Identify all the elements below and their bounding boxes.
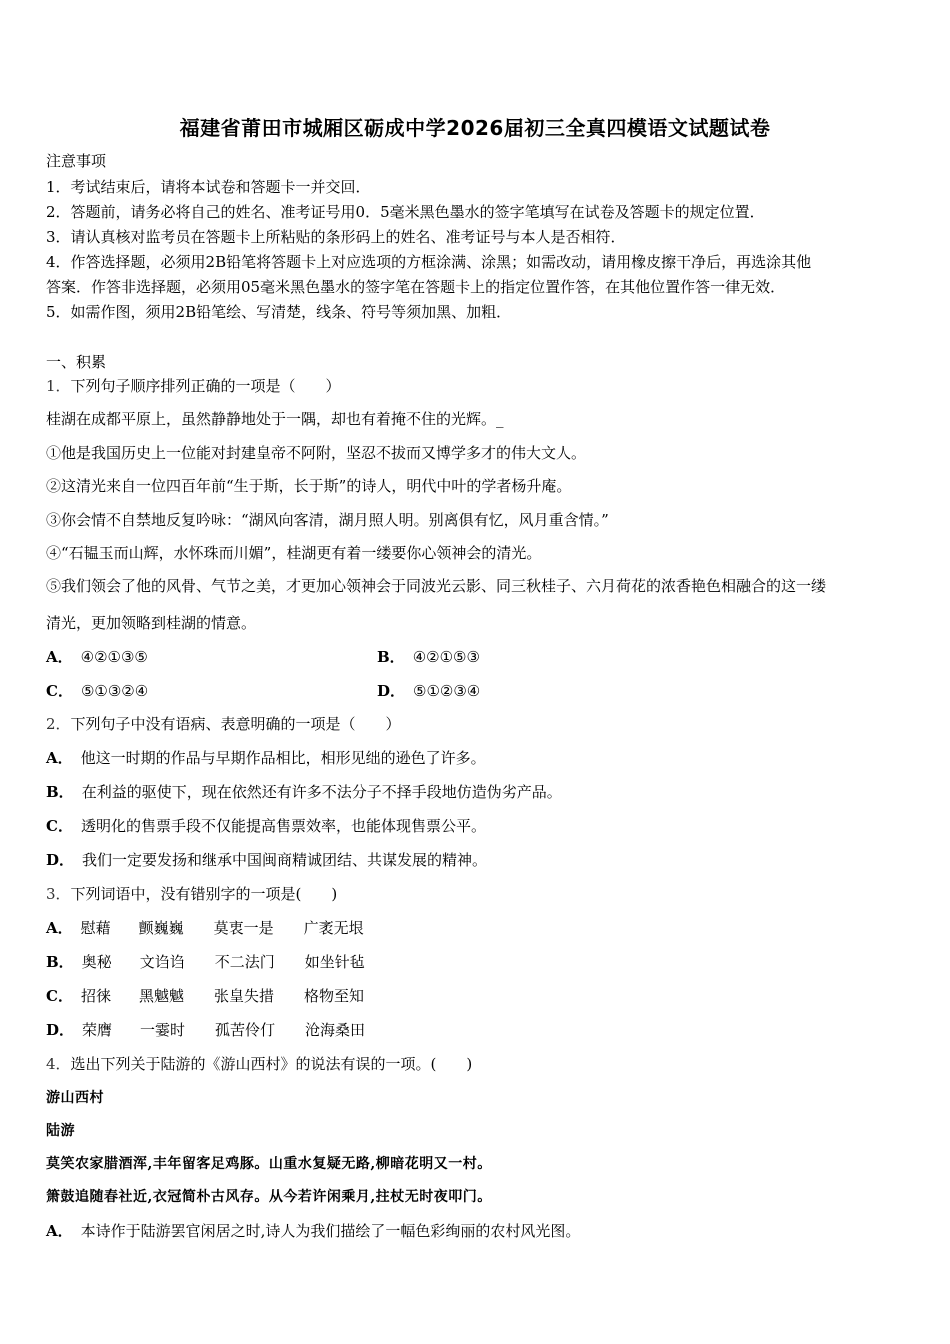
q3-option-c[interactable]: [46, 987, 364, 1005]
option-label: C．: [46, 682, 73, 700]
option-word: 文诌诌: [139, 953, 185, 971]
q2-option-d[interactable]: [46, 851, 487, 869]
q1-number: 1．: [46, 377, 71, 395]
notice-item-5: 5．如需作图，须用2B铅笔绘、写清楚，线条、符号等须加黑、加粗．: [46, 303, 512, 321]
option-text: ④②①⑤③: [412, 648, 480, 666]
option-word: 慰藉: [80, 919, 111, 937]
q2-option-c[interactable]: [46, 817, 486, 835]
option-word: 如坐针毡: [304, 953, 365, 971]
option-text: ⑤①②③④: [413, 682, 481, 700]
q4-stem-line: [46, 1055, 472, 1073]
option-text: 我们一定要发扬和继承中国闽商精诚团结、共谋发展的精神。: [82, 851, 488, 869]
q1-sentence-2: ②这清光来自一位四百年前“生于斯，长于斯”的诗人，明代中叶的学者杨升庵。: [46, 477, 572, 495]
option-label: D．: [46, 1021, 75, 1039]
option-word: 沧海桑田: [305, 1021, 366, 1039]
section-heading-accumulation: 一、积累: [46, 353, 107, 371]
option-label: B．: [46, 953, 74, 971]
option-text: ④②①③⑤: [80, 648, 148, 666]
option-label: A．: [46, 648, 73, 666]
option-word: 招徕: [80, 987, 111, 1005]
option-text: 他这一时期的作品与早期作品相比，相形见绌的逊色了许多。: [80, 749, 486, 767]
q2-stem-line: [46, 715, 401, 733]
q3-stem: 下列词语中，没有错别字的一项是( ): [70, 885, 338, 903]
notice-heading: 注意事项: [46, 152, 107, 170]
q1-option-c[interactable]: [46, 682, 148, 700]
q3-option-b[interactable]: [46, 953, 365, 971]
q1-option-b[interactable]: [377, 648, 480, 666]
notice-item-2: 2．答题前，请务必将自己的姓名、准考证号用0．5毫米黑色墨水的签字笔填写在试卷及答题卡的规定位置．: [46, 203, 765, 221]
option-label: A．: [46, 749, 73, 767]
q4-stem: 选出下列关于陆游的《游山西村》的说法有误的一项。( ): [70, 1055, 473, 1073]
option-text: ⑤①③②④: [80, 682, 149, 700]
poem-line-2: 箫鼓追随春社近,衣冠简朴古风存。从今若许闲乘月,拄杖无时夜叩门。: [46, 1189, 492, 1205]
notice-item-4: 4．作答选择题，必须用2B铅笔将答题卡上对应选项的方框涂满、涂黑；如需改动，请用橡皮擦干净后，再选涂其他: [46, 253, 812, 271]
option-text: 透明化的售票手段不仅能提高售票效率，也能体现售票公平。: [80, 817, 486, 835]
option-word: 奥秘: [81, 953, 112, 971]
option-label: B．: [377, 648, 405, 666]
option-word: 颤巍巍: [138, 919, 184, 937]
notice-item-4-cont: 答案．作答非选择题，必须用05毫米黑色墨水的签字笔在答题卡上的指定位置作答，在其他位置作答一律无效．: [46, 278, 786, 296]
q2-number: 2．: [46, 715, 71, 733]
option-word: 格物至知: [303, 987, 364, 1005]
option-word: 张皇失措: [213, 987, 274, 1005]
option-word: 黑魆魆: [138, 987, 184, 1005]
q3-number: 3．: [46, 885, 71, 903]
option-word: 莫衷一是: [213, 919, 274, 937]
q1-sentence-3: ③你会情不自禁地反复吟咏：“湖风向客清，湖月照人明。别离俱有忆，风月重含情。”: [46, 511, 609, 529]
option-label: C．: [46, 817, 73, 835]
poem-title: 游山西村: [46, 1090, 104, 1106]
option-word: 不二法门: [214, 953, 275, 971]
option-word: 广袤无垠: [303, 919, 364, 937]
q1-sentence-5-cont: 清光，更加领略到桂湖的情意。: [46, 614, 257, 632]
q4-option-a[interactable]: [46, 1222, 580, 1240]
option-label: A．: [46, 1222, 73, 1240]
option-label: D．: [377, 682, 406, 700]
q1-intro: 桂湖在成都平原上，虽然静静地处于一隅，却也有着掩不住的光辉。_: [46, 410, 504, 428]
q2-option-a[interactable]: [46, 749, 486, 767]
q1-stem-line: [46, 377, 341, 395]
notice-item-3: 3．请认真核对监考员在答题卡上所粘贴的条形码上的姓名、准考证号与本人是否相符．: [46, 228, 626, 246]
option-label: A．: [46, 919, 73, 937]
option-word: 荣膺: [82, 1021, 113, 1039]
poem-author: 陆游: [46, 1123, 75, 1139]
poem-line-1: 莫笑农家腊酒浑,丰年留客足鸡豚。山重水复疑无路,柳暗花明又一村。: [46, 1156, 492, 1172]
q4-number: 4．: [46, 1055, 71, 1073]
q3-option-d[interactable]: [46, 1021, 365, 1039]
option-word: 一霎时: [140, 1021, 186, 1039]
option-label: B．: [46, 783, 74, 801]
q1-sentence-5: ⑤我们领会了他的风骨、气节之美，才更加心领神会于同波光云影、同三秋桂子、六月荷花的浓香艳色相融合的这一缕: [46, 577, 827, 595]
page-title: 福建省莆田市城厢区砺成中学2026届初三全真四模语文试题试卷: [179, 116, 771, 140]
q1-sentence-1: ①他是我国历史上一位能对封建皇帝不阿附，坚忍不拔而又博学多才的伟大文人。: [46, 444, 587, 462]
q1-option-d[interactable]: [377, 682, 480, 700]
q1-stem: 下列句子顺序排列正确的一项是（ ）: [70, 377, 341, 395]
q1-option-a[interactable]: [46, 648, 148, 666]
q1-sentence-4: ④“石韫玉而山辉，水怀珠而川媚”，桂湖更有着一缕要你心领神会的清光。: [46, 544, 542, 562]
option-text: 在利益的驱使下，现在依然还有许多不法分子不择手段地仿造伪劣产品。: [81, 783, 562, 801]
option-label: C．: [46, 987, 73, 1005]
option-word: 孤苦伶仃: [215, 1021, 276, 1039]
q3-option-a[interactable]: [46, 919, 364, 937]
q2-stem: 下列句子中没有语病、表意明确的一项是（ ）: [70, 715, 401, 733]
option-text: 本诗作于陆游罢官闲居之时,诗人为我们描绘了一幅色彩绚丽的农村风光图。: [80, 1222, 581, 1240]
q3-stem-line: [46, 885, 337, 903]
notice-item-1: 1．考试结束后，请将本试卷和答题卡一并交回．: [46, 178, 371, 196]
q2-option-b[interactable]: [46, 783, 562, 801]
option-label: D．: [46, 851, 75, 869]
